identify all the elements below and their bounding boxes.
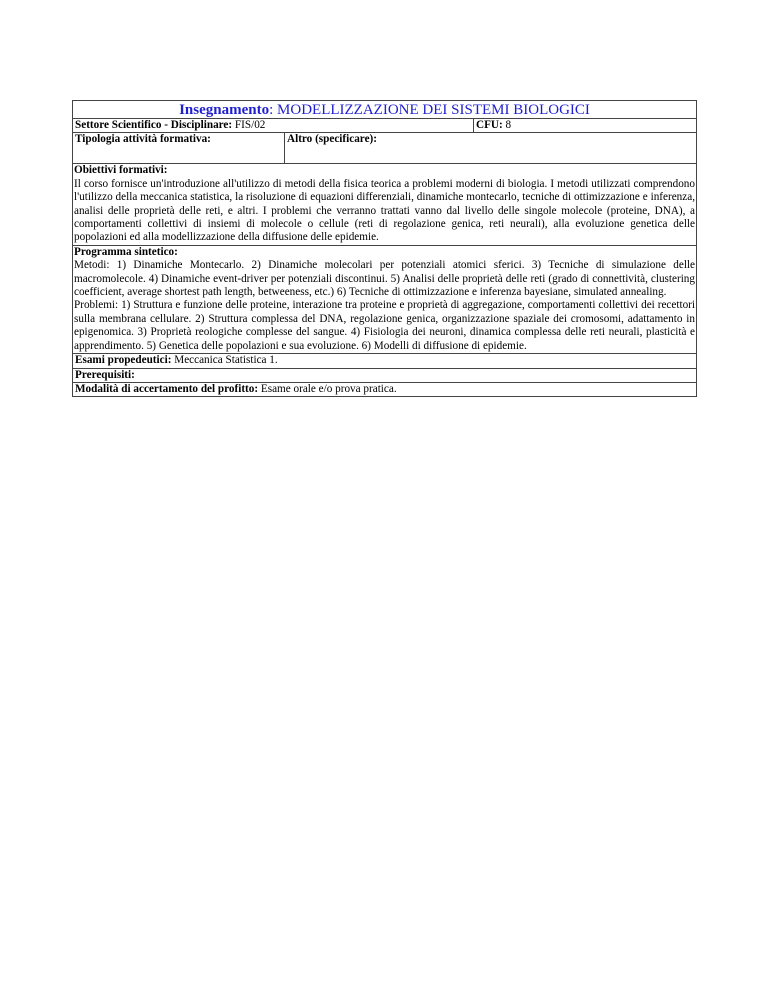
course-title-label: Insegnamento — [179, 102, 270, 118]
course-title-value: MODELLIZZAZIONE DEI SISTEMI BIOLOGICI — [277, 102, 590, 118]
obiettivi-section — [73, 163, 696, 244]
settore-label: Settore Scientifico - Disciplinare: — [75, 119, 233, 131]
settore-cfu-row — [73, 118, 696, 132]
altro-label: Altro (specificare): — [287, 133, 377, 146]
cfu-value: 8 — [505, 119, 512, 131]
esami-row — [73, 353, 696, 367]
modalita-value: Esame orale e/o prova pratica. — [260, 382, 397, 395]
cfu-label: CFU: — [476, 119, 503, 131]
esami-value: Meccanica Statistica 1. — [174, 354, 278, 367]
altro-cell — [285, 133, 696, 163]
modalita-row — [73, 382, 696, 396]
obiettivi-label: Obiettivi formativi: — [74, 164, 168, 177]
programma-problemi: Problemi: 1) Struttura e funzione delle proteine, interazione tra proteine e proprietà di aggregazione, comportamenti collettivi dei recettori sulla membrana cellulare. 2) Struttura complessa del DNA, regolazione genica, organizzazione spaziale dei cromosomi, adattamento in epigenomica. 3) Proprietà reologiche complesse del sangue. 4) Fisiologia dei neuroni, dinamica complessa delle reti neurali, plasticità e apprendimento. 5) Genetica delle popolazioni e sua evoluzione. 6) Modelli di diffusione di epidemie. — [74, 299, 695, 352]
tipologia-cell — [73, 133, 285, 163]
prerequisiti-row — [73, 368, 696, 382]
programma-section — [73, 245, 696, 353]
prerequisiti-label: Prerequisiti: — [75, 368, 135, 381]
course-sheet — [72, 100, 697, 397]
cfu-cell — [474, 119, 696, 132]
course-title-separator: : — [269, 102, 278, 118]
programma-label: Programma sintetico: — [74, 245, 178, 258]
tipologia-row — [73, 132, 696, 163]
obiettivi-text: Il corso fornisce un'introduzione all'utilizzo di metodi della fisica teorica a problemi moderni di biologia. I metodi utilizzati comprendono l'utilizzo della meccanica statistica, la risoluzione di equazioni differenziali, dinamiche montecarlo, tecniche di ottimizzazione e inferenza, analisi delle proprietà delle reti, e altri. I problemi che verranno trattati vanno dal livello delle singole molecole (proteine, DNA), a comportamenti collettivi di insiemi di molecole o cellule (reti di regolazione genica, reti neurali), alla evoluzione genetica delle popolazioni ed alla modellizzazione della diffusione delle epidemie. — [74, 177, 695, 244]
programma-metodi: Metodi: 1) Dinamiche Montecarlo. 2) Dinamiche molecolari per potenziali atomici sferici. 3) Tecniche di simulazione delle macromolecole. 4) Dinamiche event-driver per potenziali discontinui. 5) Analisi delle proprietà delle reti (grado di connettività, clustering coefficient, average shortest path length, betweeness, etc.) 6) Tecniche di ottimizzazione e inferenza bayesiane, simulated annealing. — [74, 259, 695, 299]
settore-value: FIS/02 — [234, 119, 266, 131]
settore-cell — [73, 119, 474, 132]
esami-label: Esami propedeutici: — [75, 354, 172, 367]
modalita-label: Modalità di accertamento del profitto: — [75, 382, 259, 395]
course-title — [73, 101, 696, 118]
tipologia-label: Tipologia attività formativa: — [75, 133, 211, 146]
